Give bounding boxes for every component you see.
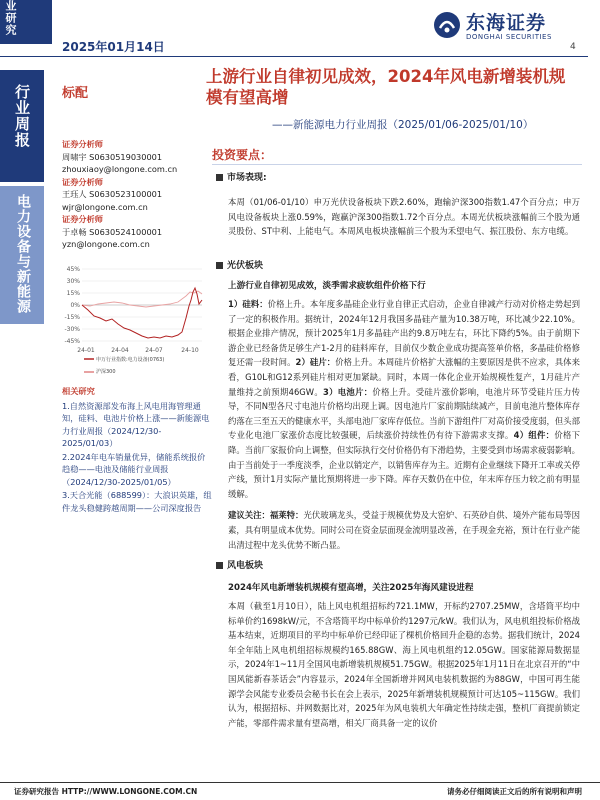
y-tick: -15% <box>64 314 80 321</box>
related-item-2[interactable]: 2.2024年电车销量优异，储能系统报价趋稳——电池及储能行业周报（2024/12/30-2025/01/05） <box>62 451 206 487</box>
header-left-tab-text: 业研究 <box>4 0 17 36</box>
sidebar-tab-report-type-text: 行业周报 <box>13 84 31 148</box>
section-wind-heading: 风电板块 <box>216 558 580 571</box>
wind-subheading: 2024年风电新增装机规模有望高增，关注2025年海风建设进程 <box>228 583 474 593</box>
analyst-list <box>62 138 212 251</box>
analyst-2-email[interactable]: wjr@longone.com.cn <box>62 201 148 212</box>
bullet-icon <box>216 562 223 569</box>
pv-wafer-label: 2）硅片： <box>295 357 336 368</box>
wind-paragraph: 本周（截至1月10日），陆上风电机组招标约721.1MW，开标约2707.25MW，含塔筒平均中标单价约1698kW/元，不含塔筒平均中标单价约1297元/kW。我们认为，风电机组投标价格战基本结束，近期项目的平均中标单价已经印证了棵机价格回升企稳的态势。据我们统计，2024年全年陆上风电机组招标规模约165.88GW、海上风电机组约12.05GW。国家能源局数据显示，2024年1~11月全国风电新增装机规模51.75GW。根据2025年1月11日在北京召开的“中国风能新春茶话会”内容显示，2024年全国新增并网风电装机数据约为88GW，中国可再生能源学会风能专业委员会秘书长在会上表示，2025年新增装机规模预计可达105~115GW。我们认为，根据招标、并网数据比对，2025年为风电装机大年确定性持续走强，整机厂商提前锁定产能，零部件需求量有望高增，相关厂商具备一定的议价 <box>228 601 580 728</box>
section-market-heading: 市场表现: <box>216 170 580 183</box>
series-industry-line <box>82 288 202 338</box>
y-tick: 30% <box>66 278 80 285</box>
analyst-heading-3: 证券分析师 <box>62 214 103 224</box>
sidebar-tab-report-type <box>0 70 44 182</box>
analyst-3-email[interactable]: yzn@longone.com.cn <box>62 239 150 249</box>
pv-advice-label: 建议关注：福莱特： <box>228 510 304 521</box>
y-tick: -30% <box>64 326 80 333</box>
footer-right: 请务必仔细阅读正文后的所有说明和声明 <box>447 787 582 796</box>
pv-cell-text: 价格上升。受硅片涨价影响，电池片环节受硅片压力传导，不同N型各尺寸电池片价格均出现上调。因电池片厂家前期陆续减产，目前电池片整体库存约落在三至五天的健康水平，头部电池厂家库存低位。当前下游组件厂对高价接受度弱，但头部专业化电池厂家涨价态度比较强硬，后续涨价持续性仍有待下游需求支撑。 <box>228 386 580 441</box>
analyst-heading-2: 证券分析师 <box>62 176 103 187</box>
bullet-icon <box>216 174 223 181</box>
section-wind <box>216 558 580 730</box>
index-chart <box>62 258 212 366</box>
bullet-icon <box>216 262 223 269</box>
legend-hs300 <box>84 368 116 375</box>
header-left-tab <box>0 0 52 44</box>
header-divider <box>0 56 588 57</box>
x-tick: 24-07 <box>145 347 163 354</box>
pv-wafer-text: 价格上升。本周硅片价格扩大涨幅的主要原因是供不应求，具体来看，G10L和G12系列硅片相对更加紧缺。同时，本周一体化企业开始规模性复产，1月硅片产量维持之前预期46GW。 <box>228 357 581 397</box>
pv-silicon-text: 价格上升。本年度多晶硅企业行业自律正式启动，企业自律减产行动对价格走势起到了一定的积极作用。据统计，2024年12月我国多晶硅产量为10.38万吨，环比减少22.10%。根据企业排产情况，预计2025年1月多晶硅产出约9.8万吨左右，环比下降约5%。由于前期下游企业已经备货足够生产1-2月的硅料库存，目前仅少数企业成功提高签单价格，多晶硅价格修复还需一段时间。 <box>228 299 580 368</box>
y-tick: 0% <box>70 302 80 309</box>
report-date: 2025年01月14日 <box>62 40 165 54</box>
report-title: 上游行业自律初见成效，2024年风电新增装机规模有望高增 <box>206 67 566 107</box>
legend-hs300-swatch <box>84 371 94 373</box>
legend-hs300-label: 沪深300 <box>96 369 116 375</box>
key-points-divider <box>212 164 582 165</box>
y-tick: 15% <box>66 290 80 297</box>
logo-text-en: DONGHAI SECURITIES <box>466 33 552 41</box>
pv-module-text: 价格下降。当前厂家报价向上调整，但实际执行交付价格仍有下滑趋势，主要受到市场需求疲弱影响。由于当前处于一季度淡季，企业以销定产，以销售库存为主。近期有企业继续下降开工率或关停产线，预计1月实际产量比预期将进一步下降。库存天数仍在中位，年末库存压力较之前有明显缓解。 <box>228 430 581 499</box>
analyst-2-name: 王珏人 S0630523100001 <box>62 189 163 199</box>
y-tick: -45% <box>64 338 80 345</box>
footer-left[interactable]: 证券研究报告 HTTP://WWW.LONGONE.COM.CN <box>14 787 198 796</box>
page-number: 4 <box>570 42 576 52</box>
logo-text-cn: 东海证券 <box>466 12 547 34</box>
section-pv <box>216 258 580 552</box>
y-tick: 45% <box>66 266 80 273</box>
analyst-1-name: 周啸宇 S0630519030001 <box>62 151 163 162</box>
analyst-3-name: 于卓畅 S0630524100001 <box>62 226 163 237</box>
sidebar-tab-industry <box>0 186 44 324</box>
section-pv-heading: 光伏板块 <box>216 258 580 271</box>
pv-paragraph <box>216 297 580 501</box>
related-item-3[interactable]: 3.天合光能（688599）：大浪识英雄，组件龙头稳健跨越周期——公司深度报告 <box>62 490 212 513</box>
related-research <box>62 385 212 514</box>
market-paragraph: 本周（01/06-01/10）申万光伏设备板块下跌2.60%，跑输沪深300指数1.47个百分点；申万风电设备板块上涨0.59%，跑赢沪深300指数1.72个百分点。本周光伏板块涨幅前三个股为通灵股份、ST中利、上能电气。本周风电板块涨幅前三个股为禾望电气、振江股份、东方电缆。 <box>228 197 580 237</box>
legend-industry: 申万行业指数:电力设备(0763) <box>96 357 165 363</box>
report-subtitle: ——新能源电力行业周报（2025/01/06-2025/01/10） <box>272 119 534 131</box>
related-item-1[interactable]: 1.自然资源部发布海上风电用海管理通知，硅料、电池片价格上涨——新能源电力行业周报（2024/12/30-2025/01/03） <box>62 400 210 448</box>
x-tick: 24-01 <box>77 347 95 354</box>
analyst-heading-1: 证券分析师 <box>62 139 103 149</box>
sidebar-tab-industry-text: 电力设备与新能源 <box>15 194 31 314</box>
pv-advice-text: 光伏玻璃龙头，受益于规模优势及大窑炉、石英砂自供、境外产能布局等因素，具有明显成本优势。同时公司在资金层面现金流明显改善，在手现金充裕，预计在行业产能出清过程中龙头优势不断凸显。 <box>228 510 581 550</box>
key-points-heading: 投资要点： <box>212 148 273 162</box>
pv-module-label: 4）组件： <box>513 430 555 441</box>
related-heading: 相关研究 <box>62 386 95 396</box>
pv-advice-paragraph <box>216 508 580 552</box>
series-hs300-line <box>82 291 202 307</box>
analyst-1-email[interactable]: zhouxiaoy@longone.com.cn <box>62 164 178 174</box>
footer-divider <box>0 782 600 783</box>
pv-silicon-label: 1）硅料： <box>228 299 268 309</box>
logo-mark-icon <box>432 10 462 40</box>
x-tick: 24-04 <box>111 347 129 354</box>
company-logo <box>432 8 582 48</box>
section-market <box>216 170 580 239</box>
x-tick: 24-10 <box>181 347 199 354</box>
pv-subheading: 上游行业自律初见成效，淡季需求疲软组件价格下行 <box>228 281 426 291</box>
pv-cell-label: 3）电池片： <box>323 386 373 397</box>
industry-rating: 标配 <box>62 86 89 101</box>
